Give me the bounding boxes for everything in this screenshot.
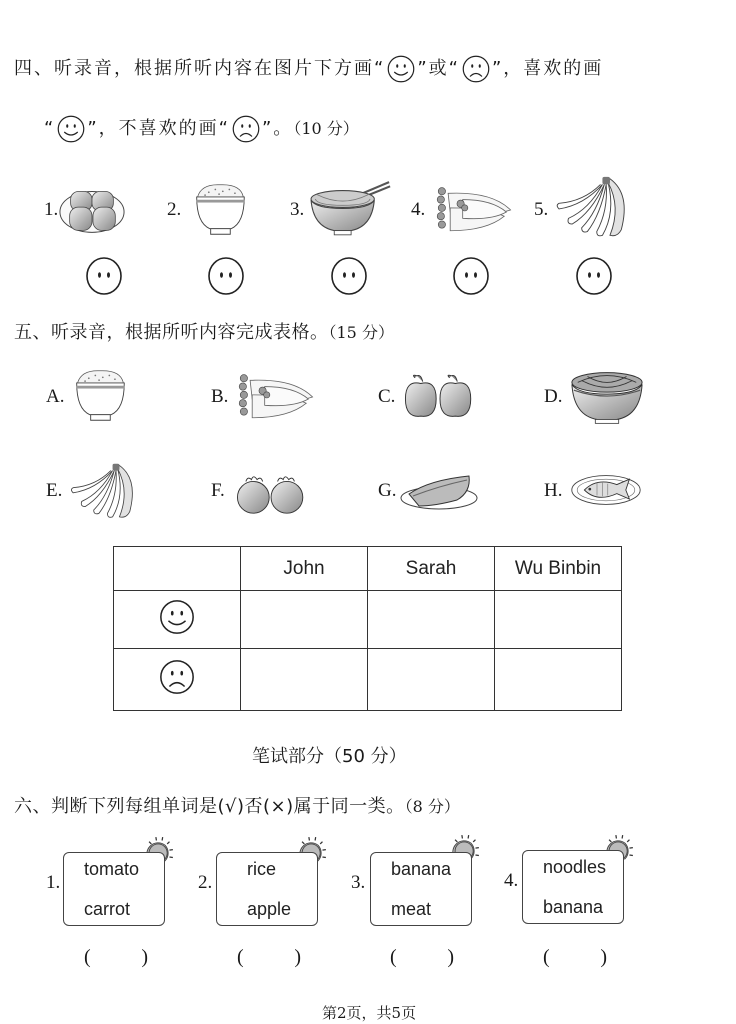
carrots-icon xyxy=(231,372,315,424)
picture-label: B. xyxy=(211,386,229,407)
word-2: apple xyxy=(247,899,292,919)
answer-cell[interactable] xyxy=(241,591,368,649)
noodle-bowl-chopsticks-icon xyxy=(306,180,392,238)
word-1: rice xyxy=(247,859,277,879)
picture-label: A. xyxy=(46,386,65,407)
rice-bowl-icon xyxy=(192,176,248,244)
answer-bracket-2[interactable] xyxy=(237,946,301,969)
paren-open: ( xyxy=(84,946,91,968)
item-number: 4. xyxy=(411,199,426,220)
word-1: noodles xyxy=(543,857,607,877)
item-number: 1. xyxy=(44,199,59,220)
paren-open: ( xyxy=(543,946,550,968)
picture-label: E. xyxy=(46,480,63,501)
word-card-2 xyxy=(216,852,318,926)
word-card-3 xyxy=(370,852,472,926)
table-header-john: John xyxy=(241,547,368,591)
word-1: banana xyxy=(391,859,452,879)
answer-blank-face-5[interactable] xyxy=(574,256,614,296)
paren-close: ) xyxy=(600,946,607,968)
answer-bracket-4[interactable] xyxy=(543,946,607,969)
word-card-1 xyxy=(63,852,165,926)
item-number: 3. xyxy=(290,199,305,220)
answer-blank-face-4[interactable] xyxy=(451,256,491,296)
written-part-heading: 笔试部分（50 分） xyxy=(252,746,407,767)
picture-label: C. xyxy=(378,386,396,407)
answer-cell[interactable] xyxy=(368,649,495,711)
table-row xyxy=(114,649,622,711)
table-header-row xyxy=(114,547,622,591)
bananas-icon xyxy=(64,462,144,522)
answer-cell[interactable] xyxy=(495,591,622,649)
paren-close: ) xyxy=(447,946,454,968)
answer-cell[interactable] xyxy=(368,591,495,649)
answer-blank-face-1[interactable] xyxy=(84,256,124,296)
section-score: （15 分） xyxy=(328,323,394,342)
paren-close: ) xyxy=(294,946,301,968)
sad-face-icon xyxy=(231,114,261,144)
tomatoes-icon xyxy=(229,474,315,516)
answer-blank-face-3[interactable] xyxy=(329,256,369,296)
noodles-bowl-icon xyxy=(568,368,646,428)
row-label-like xyxy=(114,591,241,649)
picture-label: G. xyxy=(378,480,397,501)
meat-on-plate-icon xyxy=(398,472,480,512)
group-number: 2. xyxy=(198,872,213,893)
answer-cell[interactable] xyxy=(241,649,368,711)
answer-table xyxy=(113,546,622,711)
section5-title xyxy=(14,318,394,344)
group-number: 3. xyxy=(351,872,366,893)
smile-face-icon xyxy=(158,598,196,636)
word-1: tomato xyxy=(84,859,140,879)
item-number: 5. xyxy=(534,199,549,220)
table-header-sarah: Sarah xyxy=(368,547,495,591)
fish-on-plate-icon xyxy=(568,472,644,508)
answer-cell[interactable] xyxy=(495,649,622,711)
carrots-icon xyxy=(429,185,513,237)
title-text: 六、判断下列每组单词是(√)否(×)属于同一类。 xyxy=(14,796,405,817)
smile-face-icon xyxy=(56,114,86,144)
table-header-wu-binbin: Wu Binbin xyxy=(495,547,622,591)
group-number: 1. xyxy=(46,872,61,893)
word-2: banana xyxy=(543,897,604,917)
rice-bowl-icon xyxy=(72,362,128,430)
picture-label: D. xyxy=(544,386,563,407)
section-score: （10 分） xyxy=(293,119,359,138)
section4-title-line2 xyxy=(44,114,359,144)
paren-close: ) xyxy=(141,946,148,968)
smile-face-icon xyxy=(386,54,416,84)
title-text: 四、听录音，根据所听内容在图片下方画“ xyxy=(14,58,386,79)
section6-title xyxy=(14,792,460,818)
title-text: ”或“ xyxy=(417,58,460,79)
row-label-dislike xyxy=(114,649,241,711)
answer-bracket-1[interactable] xyxy=(84,946,148,969)
page-indicator: 第2页，共5页 xyxy=(322,1004,417,1022)
apples-icon xyxy=(400,372,480,420)
bananas-icon xyxy=(550,175,636,241)
table-row xyxy=(114,591,622,649)
sad-face-icon xyxy=(461,54,491,84)
word-2: carrot xyxy=(84,899,131,919)
word-2: meat xyxy=(391,899,432,919)
section-score: （8 分） xyxy=(404,797,460,816)
answer-blank-face-2[interactable] xyxy=(206,256,246,296)
table-header-cell xyxy=(114,547,241,591)
answer-bracket-3[interactable] xyxy=(390,946,454,969)
paren-open: ( xyxy=(237,946,244,968)
picture-label: H. xyxy=(544,480,563,501)
title-text: 五、听录音，根据所听内容完成表格。 xyxy=(14,322,329,343)
title-text: ”。 xyxy=(261,118,294,139)
apples-on-plate-icon xyxy=(58,185,126,235)
section4-title-line1 xyxy=(14,54,603,84)
picture-label: F. xyxy=(211,480,225,501)
item-number: 2. xyxy=(167,199,182,220)
title-text: ”，不喜欢的画“ xyxy=(87,118,230,139)
title-text: ”，喜欢的画 xyxy=(491,58,604,79)
sad-face-icon xyxy=(158,658,196,696)
group-number: 4. xyxy=(504,870,519,891)
paren-open: ( xyxy=(390,946,397,968)
word-card-4 xyxy=(522,850,624,924)
title-text: “ xyxy=(44,118,56,139)
